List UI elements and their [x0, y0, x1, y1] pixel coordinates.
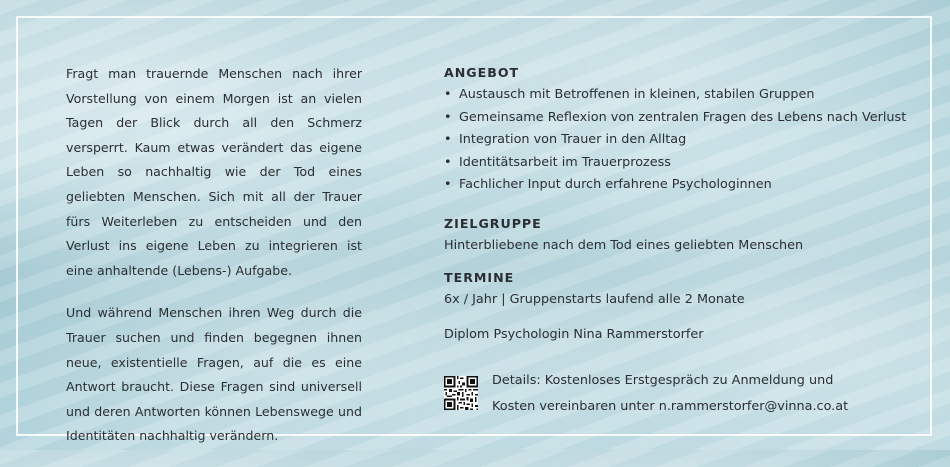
zielgruppe-text: Hinterbliebene nach dem Tod eines geliebten Menschen: [444, 237, 804, 253]
details-text: [492, 368, 892, 420]
bullet-icon: •: [444, 109, 452, 125]
angebot-heading: ANGEBOT: [444, 65, 520, 80]
qr-code-icon: [444, 376, 478, 410]
intro-text: [66, 62, 362, 467]
list-item: • Fachlicher Input durch erfahrene Psychologinnen: [444, 174, 924, 197]
bullet-icon: •: [444, 132, 452, 147]
list-item: • Integration von Trauer in den Alltag: [444, 129, 924, 152]
section-zielgruppe: [444, 215, 924, 257]
info-column: [444, 64, 924, 424]
section-angebot: [444, 64, 924, 197]
details-line-1: Details: Kostenloses Erstgespräch zu Anmeldung und: [492, 372, 834, 388]
psychologist-name: Diplom Psychologin Nina Rammerstorfer: [444, 326, 704, 342]
angebot-list: [444, 84, 924, 197]
intro-paragraph-2: Und während Menschen ihren Weg durch die Trauer suchen und finden begegnen ihnen neue, existentielle Fragen, auf die es eine Antwort braucht. Diese Fragen sind universell und deren Antworten können Lebenswege und Identitäten nachhaltig verändern.: [66, 305, 362, 444]
bullet-icon: •: [444, 87, 452, 102]
details-line-2: Kosten vereinbaren unter n.rammerstorfer@vinna.co.at: [492, 398, 849, 414]
list-item: • Austausch mit Betroffenen in kleinen, stabilen Gruppen: [444, 84, 924, 107]
contact-details: [444, 368, 924, 424]
zielgruppe-heading: ZIELGRUPPE: [444, 215, 542, 231]
termine-heading: TERMINE: [444, 269, 515, 285]
termine-text: 6x / Jahr | Gruppenstarts laufend alle 2 Monate: [444, 291, 745, 307]
list-item: • Gemeinsame Reflexion von zentralen Fragen des Lebens nach Verlust: [444, 107, 924, 130]
bullet-icon: •: [444, 177, 452, 192]
intro-paragraph-1: Fragt man trauernde Menschen nach ihrer Vorstellung von einem Morgen ist an vielen Tagen der Blick durch all den Schmerz versperrt. Kaum etwas verändert das eigene Leben so nachhaltig wie der Tod eines geliebten Menschen. Sich mit all der Trauer fürs Weiterleben zu entscheiden und den Verlust ins eigene Leben zu integrieren ist eine anhaltende (Lebens-) Aufgabe.: [66, 66, 362, 278]
list-item: • Identitätsarbeit im Trauerprozess: [444, 152, 924, 175]
bullet-icon: •: [444, 154, 452, 170]
section-termine: [444, 269, 924, 311]
